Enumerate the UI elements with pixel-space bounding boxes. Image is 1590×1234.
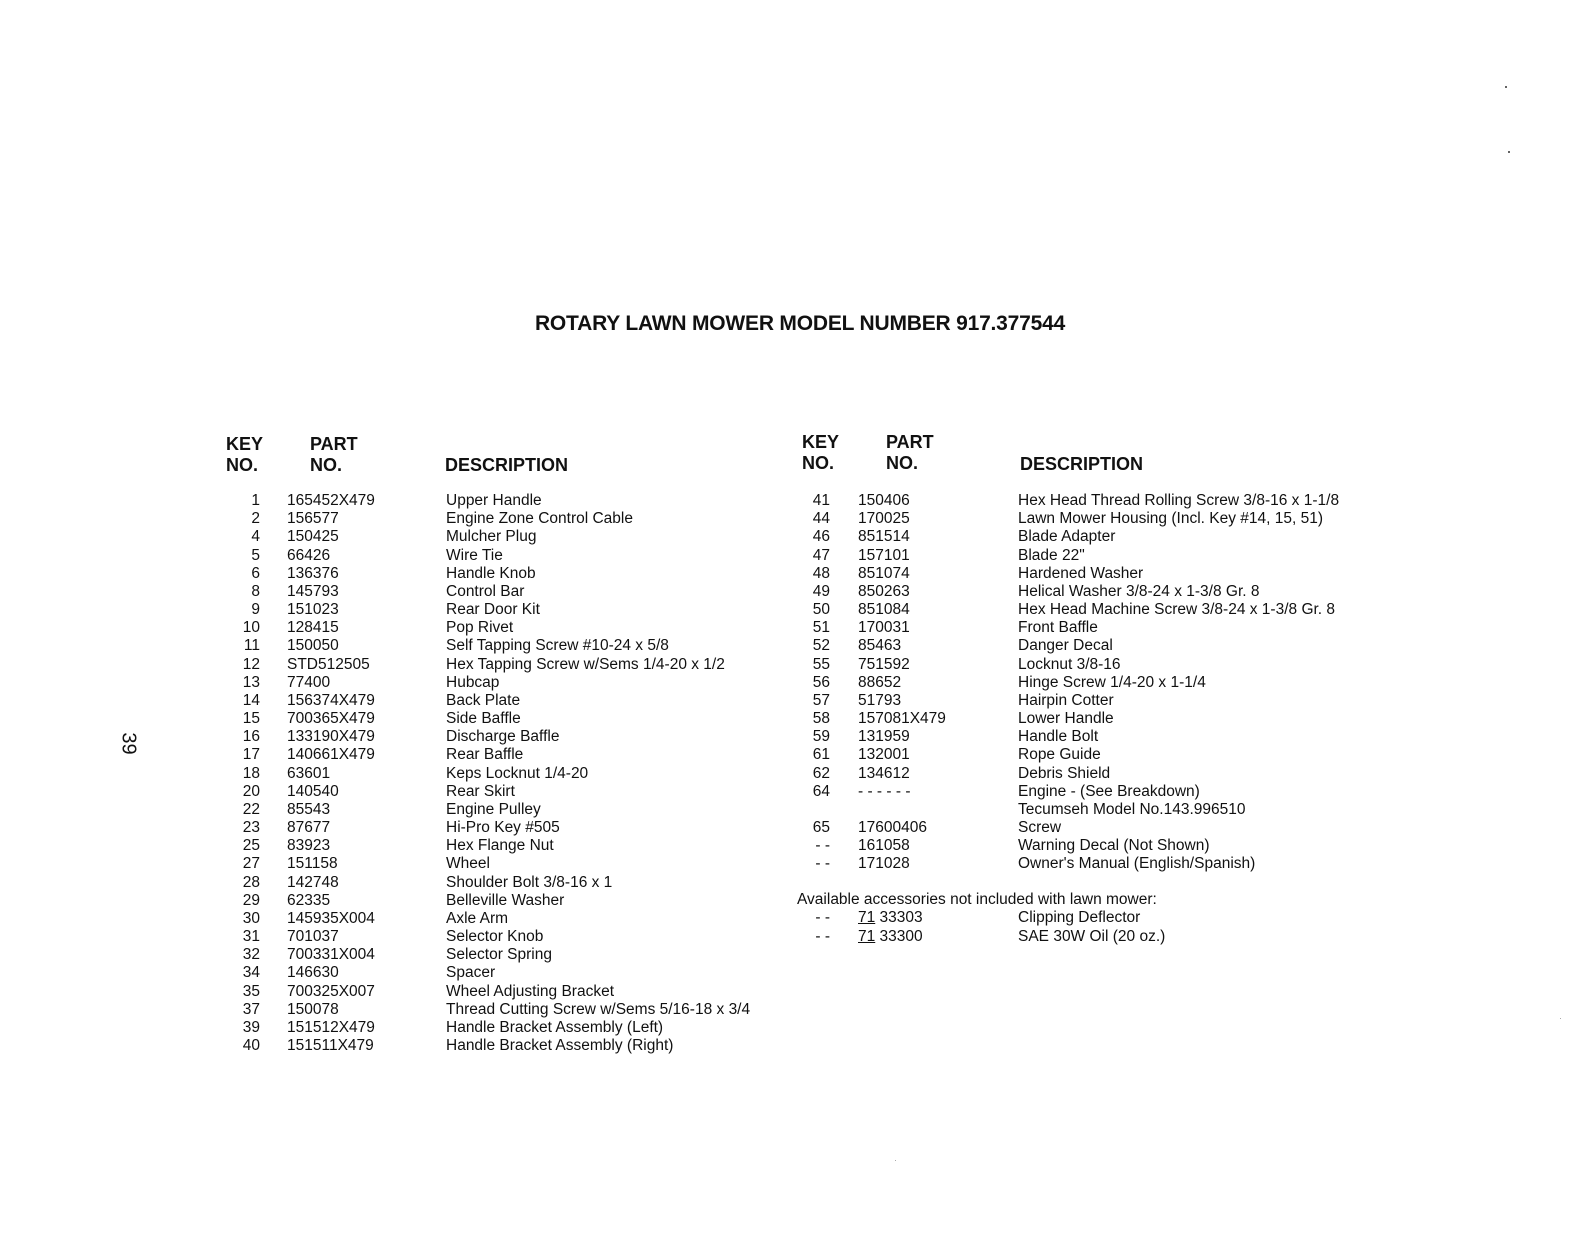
part-number: 170031 [858, 619, 910, 637]
key-number: 51 [812, 619, 830, 637]
scan-speck [895, 1160, 896, 1161]
part-description: Hubcap [446, 673, 500, 691]
part-number: 851084 [858, 601, 910, 619]
part-row [0, 874, 1590, 892]
part-number: 136376 [287, 564, 339, 582]
part-description: Debris Shield [1018, 764, 1111, 782]
part-number: 142748 [287, 873, 339, 891]
key-number: 64 [812, 782, 830, 800]
part-description: Axle Arm [446, 909, 509, 927]
part-number: 700365X479 [287, 710, 375, 728]
key-number: 6 [251, 564, 260, 582]
left-key-header [226, 434, 263, 476]
part-description: Lawn Mower Housing (Incl. Key #14, 15, 51) [1018, 510, 1323, 528]
key-number: 41 [812, 492, 830, 509]
part-number: 161058 [858, 837, 910, 855]
part-number: 87677 [287, 819, 331, 837]
part-number: 140661X479 [287, 746, 375, 764]
key-number: 59 [812, 728, 830, 746]
part-description: Handle Bracket Assembly (Left) [446, 1018, 664, 1036]
part-number: 88652 [858, 673, 902, 691]
part-row [0, 819, 1590, 837]
part-description: Rear Baffle [446, 746, 524, 764]
part-number: 150078 [287, 1000, 339, 1018]
part-description: Screw [1018, 819, 1062, 837]
key-number: 46 [812, 528, 830, 546]
key-number: 52 [812, 637, 830, 655]
key-number: 48 [812, 564, 830, 582]
key-number: - - [815, 927, 830, 945]
part-number: 851514 [858, 528, 910, 546]
part-row [0, 746, 1590, 764]
part-description: Mulcher Plug [446, 528, 537, 546]
part-description: Hairpin Cotter [1018, 691, 1114, 709]
part-description: Lower Handle [1018, 710, 1114, 728]
key-number: 25 [242, 837, 260, 855]
part-number: 128415 [287, 619, 339, 637]
part-description: Hex Head Thread Rolling Screw 3/8-16 x 1-1/8 [1018, 492, 1340, 509]
part-number: 133190X479 [287, 728, 375, 746]
page-title: ROTARY LAWN MOWER MODEL NUMBER 917.377544 [534, 312, 1066, 335]
part-description: Warning Decal (Not Shown) [1018, 837, 1210, 855]
part-row [0, 528, 1590, 546]
accessory-row [0, 909, 1590, 927]
part-number: 66426 [287, 546, 331, 564]
part-number: 85543 [287, 800, 331, 818]
part-row [0, 1001, 1590, 1019]
part-description: Wheel Adjusting Bracket [446, 982, 615, 1000]
part-description: Owner's Manual (English/Spanish) [1018, 855, 1256, 873]
key-number: 61 [812, 746, 830, 764]
part-number: 165452X479 [287, 492, 375, 509]
key-number: 15 [242, 710, 260, 728]
part-number: 150050 [287, 637, 339, 655]
part-prefix: 71 [858, 927, 876, 945]
part-description: Rear Skirt [446, 782, 515, 800]
part-description: Helical Washer 3/8-24 x 1-3/8 Gr. 8 [1018, 582, 1260, 600]
part-description: Blade 22" [1018, 546, 1085, 564]
part-number: 77400 [287, 673, 331, 691]
scan-speck [1508, 151, 1510, 153]
part-description: Engine Zone Control Cable [446, 510, 633, 528]
part-row [0, 783, 1590, 801]
part-description: Pop Rivet [446, 619, 514, 637]
key-number: 62 [812, 764, 830, 782]
key-number: 13 [242, 673, 260, 691]
part-row [0, 601, 1590, 619]
accessory-row [0, 928, 1590, 946]
right-description-header: DESCRIPTION [1020, 454, 1144, 474]
part-number: 170025 [858, 510, 910, 528]
part-description: Wheel [446, 855, 490, 873]
part-number: 156374X479 [287, 691, 375, 709]
part-row [0, 837, 1590, 855]
part-number: 85463 [858, 637, 902, 655]
part-description: Shoulder Bolt 3/8-16 x 1 [446, 873, 613, 891]
part-description: Engine - (See Breakdown) [1018, 782, 1200, 800]
part-description: Rear Door Kit [446, 601, 540, 619]
part-number: 51793 [858, 691, 902, 709]
part-number: 145793 [287, 582, 339, 600]
part-row [0, 692, 1590, 710]
part-header-line1: PART [310, 434, 358, 454]
key-number: 31 [242, 928, 260, 946]
key-number: 55 [812, 655, 830, 673]
part-number: 151511X479 [287, 1037, 374, 1055]
part-number: 62335 [287, 891, 331, 909]
part-row [0, 674, 1590, 692]
part-description: Upper Handle [446, 492, 542, 509]
part-description: Handle Bolt [1018, 728, 1099, 746]
key-number: 29 [242, 891, 260, 909]
part-row [0, 964, 1590, 982]
key-number: 40 [242, 1037, 260, 1055]
part-header-line2: NO. [886, 453, 919, 473]
part-header-line2: NO. [310, 455, 343, 475]
key-number: 12 [242, 655, 260, 673]
key-number: - - [815, 909, 830, 926]
part-number: 131959 [858, 728, 910, 746]
part-row [0, 983, 1590, 1001]
page-number: 39 [117, 732, 140, 755]
key-number: 39 [242, 1018, 260, 1036]
key-number: 65 [812, 819, 830, 837]
accessory-description: SAE 30W Oil (20 oz.) [1018, 927, 1166, 945]
part-description: Hinge Screw 1/4-20 x 1-1/4 [1018, 673, 1206, 691]
key-number: 34 [242, 964, 260, 982]
part-number: 851074 [858, 564, 910, 582]
key-number: 16 [242, 728, 260, 746]
part-row [0, 946, 1590, 964]
part-description: Locknut 3/8-16 [1018, 655, 1121, 673]
part-row [0, 765, 1590, 783]
part-description: Handle Bracket Assembly (Right) [446, 1037, 674, 1055]
key-header-line2: NO. [802, 453, 835, 473]
key-number: 44 [812, 510, 830, 528]
part-row [0, 728, 1590, 746]
left-description-header: DESCRIPTION [445, 455, 569, 475]
key-number: 47 [812, 546, 830, 564]
part-number: 83923 [287, 837, 331, 855]
key-number: 1 [251, 492, 260, 509]
part-description: Wire Tie [446, 546, 503, 564]
part-row [0, 710, 1590, 728]
part-description: Blade Adapter [1018, 528, 1116, 546]
key-number: 50 [812, 601, 830, 619]
part-description: Hardened Washer [1018, 564, 1144, 582]
key-number: 11 [243, 637, 260, 655]
part-row [0, 1019, 1590, 1037]
part-description: Thread Cutting Screw w/Sems 5/16-18 x 3/4 [446, 1000, 751, 1018]
part-row [0, 510, 1590, 528]
part-number: 146630 [287, 964, 339, 982]
part-number: 145935X004 [287, 909, 375, 927]
accessories-note: Available accessories not included with lawn mower: [797, 891, 1157, 908]
scan-speck [1560, 1018, 1561, 1019]
part-number: 150425 [287, 528, 339, 546]
part-number: 63601 [287, 764, 331, 782]
part-row [0, 656, 1590, 674]
key-number: 22 [242, 800, 260, 818]
part-row [0, 583, 1590, 601]
key-header-line1: KEY [226, 434, 264, 454]
part-suffix: 33300 [875, 927, 923, 945]
key-number: 28 [242, 873, 260, 891]
key-number: 57 [812, 691, 830, 709]
part-number: STD512505 [287, 655, 370, 673]
part-description: Hex Head Machine Screw 3/8-24 x 1-3/8 Gr. 8 [1018, 601, 1336, 619]
key-number: - - [815, 855, 830, 873]
part-description: Selector Knob [446, 928, 544, 946]
part-number: 850263 [858, 582, 910, 600]
part-number: 17600406 [858, 819, 927, 837]
part-description: Discharge Baffle [446, 728, 560, 746]
part-row [0, 547, 1590, 565]
key-number: 9 [251, 601, 260, 619]
part-number: 157081X479 [858, 710, 946, 728]
part-number: 156577 [287, 510, 339, 528]
part-description: Engine Pulley [446, 800, 541, 818]
part-number: 157101 [858, 546, 910, 564]
key-number: 35 [242, 982, 260, 1000]
part-description: Rope Guide [1018, 746, 1101, 764]
key-number: 58 [812, 710, 830, 728]
part-row [0, 892, 1590, 910]
part-number [858, 909, 923, 927]
key-number: 14 [242, 691, 260, 709]
part-description: Self Tapping Screw #10-24 x 5/8 [446, 637, 669, 655]
part-description: Handle Knob [446, 564, 536, 582]
key-number: 10 [242, 619, 260, 637]
key-number: 23 [242, 819, 260, 837]
part-row [0, 801, 1590, 819]
part-description: Back Plate [446, 691, 521, 709]
part-number: 150406 [858, 492, 910, 509]
right-key-header [802, 432, 839, 474]
part-description: Hex Flange Nut [446, 837, 554, 855]
part-row [0, 855, 1590, 873]
key-number: - - [815, 837, 830, 855]
part-description: Side Baffle [446, 710, 521, 728]
part-description: Keps Locknut 1/4-20 [446, 764, 589, 782]
part-number: 151023 [287, 601, 339, 619]
accessory-description: Clipping Deflector [1018, 909, 1141, 926]
key-number: 49 [812, 582, 830, 600]
part-number: 140540 [287, 782, 339, 800]
part-description: Spacer [446, 964, 496, 982]
part-number: 132001 [858, 746, 910, 764]
part-suffix: 33303 [875, 909, 923, 926]
left-part-header [310, 434, 358, 476]
part-number: 151512X479 [287, 1018, 375, 1036]
key-number: 27 [242, 855, 260, 873]
part-row [0, 619, 1590, 637]
key-number: 18 [242, 764, 260, 782]
part-row [0, 1037, 1590, 1055]
key-number: 17 [242, 746, 260, 764]
part-number: 700325X007 [287, 982, 375, 1000]
key-header-line2: NO. [226, 455, 259, 475]
part-number: 151158 [287, 855, 338, 873]
key-header-line1: KEY [802, 432, 840, 452]
part-description: Selector Spring [446, 946, 552, 964]
part-row [0, 637, 1590, 655]
part-number: - - - - - - [858, 782, 911, 800]
key-number: 8 [251, 582, 260, 600]
part-number: 751592 [858, 655, 910, 673]
part-description: Hi-Pro Key #505 [446, 819, 560, 837]
part-number: 701037 [287, 928, 339, 946]
right-part-header [886, 432, 934, 474]
key-number: 2 [251, 510, 260, 528]
part-row [0, 565, 1590, 583]
key-number: 37 [242, 1000, 260, 1018]
part-header-line1: PART [886, 432, 934, 452]
key-number: 4 [251, 528, 260, 546]
part-number [858, 928, 923, 946]
part-description: Belleville Washer [446, 891, 565, 909]
key-number: 5 [251, 546, 260, 564]
part-row [0, 492, 1590, 510]
part-description: Control Bar [446, 582, 525, 600]
part-number: 134612 [858, 764, 910, 782]
key-number: 20 [242, 782, 260, 800]
part-description: Tecumseh Model No.143.996510 [1018, 800, 1246, 818]
scan-speck [1505, 86, 1507, 88]
part-description: Danger Decal [1018, 637, 1113, 655]
part-number: 171028 [858, 855, 910, 873]
key-number: 32 [242, 946, 260, 964]
part-number: 700331X004 [287, 946, 375, 964]
key-number: 56 [812, 673, 830, 691]
part-description: Hex Tapping Screw w/Sems 1/4-20 x 1/2 [446, 655, 725, 673]
part-prefix: 71 [858, 909, 876, 926]
part-description: Front Baffle [1018, 619, 1098, 637]
key-number: 30 [242, 909, 260, 927]
